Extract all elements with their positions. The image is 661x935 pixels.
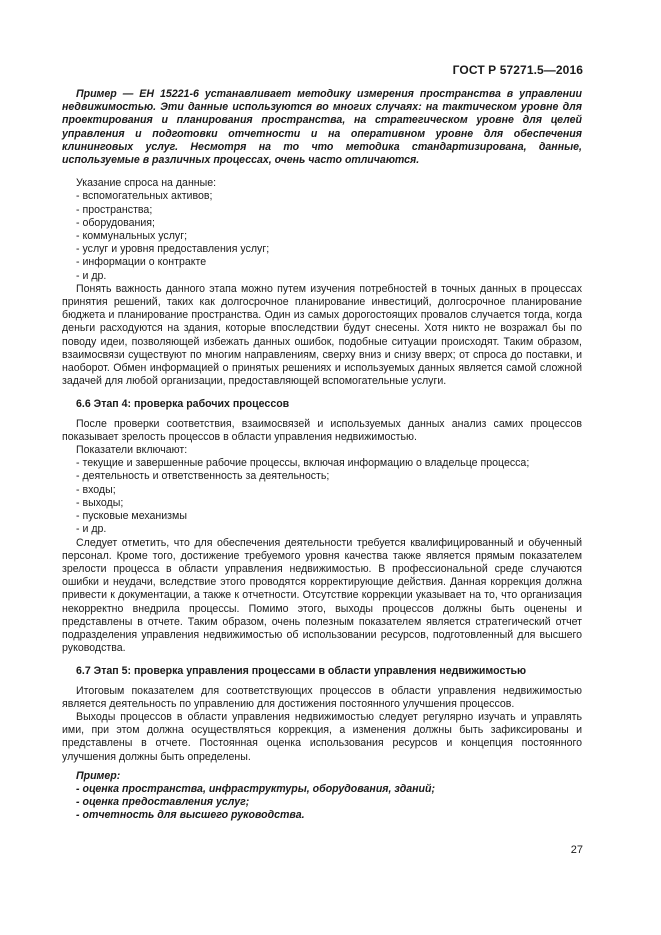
list-item: - деятельность и ответственность за деятельность;	[76, 470, 330, 483]
section-heading-6-7: 6.7 Этап 5: проверка управления процессами в области управления недвижимостью	[76, 665, 527, 678]
list-item: - пусковые механизмы	[76, 510, 187, 523]
example-label: Пример:	[76, 769, 121, 782]
page-content	[62, 88, 582, 823]
section-heading-6-6: 6.6 Этап 4: проверка рабочих процессов	[76, 398, 290, 411]
example-item: - оценка предоставления услуг;	[76, 796, 250, 809]
list-item: - выходы;	[76, 496, 124, 509]
indicators-intro: Показатели включают:	[76, 444, 188, 457]
list-item: - и др.	[76, 269, 107, 282]
list-item: - текущие и завершенные рабочие процессы, включая информацию о владельце процесса;	[76, 457, 530, 470]
list-item: - оборудования;	[76, 216, 155, 229]
list-item: - пространства;	[76, 203, 153, 216]
page-number: 27	[570, 844, 583, 856]
list-item: - услуг и уровня предоставления услуг;	[76, 243, 270, 256]
list-item: - коммунальных услуг;	[76, 230, 188, 243]
list-item: - информации о контракте	[76, 256, 207, 269]
demand-intro: Указание спроса на данные:	[76, 177, 217, 190]
list-item: - входы;	[76, 483, 116, 496]
example-item: - отчетность для высшего руководства.	[76, 809, 305, 822]
body-paragraph: Следует отметить, что для обеспечения деятельности требуется квалифицированный и обученный персонал. Кроме того, достижение требуемого уровня качества также является прямым показателем зрелости процесса в области управления недвижимостью. В профессиональной среде случаются ошибки и неудачи, вследствие этого проводятся корректирующие действия. Данная коррекция должна привести к документации, а также к отчетности. Отсутствие коррекции указывает на то, что организация некорректно внедрила процессы. Помимо этого, выходы процессов должны быть оценены и представлены в отчете. Таким образом, очень полезным показателем является стратегический отчет подразделения управления недвижимостью об использовании ресурсов, подготовленный для высшего руководства.	[62, 536, 582, 655]
body-paragraph: Выходы процессов в области управления недвижимостью следует регулярно изучать и управлять ими, при этом должна осуществляться коррекция, а изменения должны быть зафиксированы и представлены в отчете. Постоянная оценка использования ресурсов и концепция постоянного улучшения должны быть определены.	[62, 710, 582, 763]
example-item: - оценка пространства, инфраструктуры, оборудования, зданий;	[76, 782, 435, 795]
document-id-header: ГОСТ Р 57271.5—2016	[452, 63, 583, 77]
list-item: - вспомогательных активов;	[76, 190, 213, 203]
list-item: - и др.	[76, 523, 107, 536]
example-paragraph: Пример — ЕН 15221-6 устанавливает методику измерения пространства в управлении недвижимостью. Эти данные используются во многих случаях: на тактическом уровне для проектирования и планирования пространства, на стратегическом уровне для целей управления и подготовки отчетности и на оперативном уровне для обеспечения клининговых услуг. Несмотря на то что методика стандартизирована, данные, используемые в различных процессах, очень часто отличаются.	[62, 88, 582, 167]
body-paragraph: Итоговым показателем для соответствующих процессов в области управления недвижимостью является деятельность по управлению для достижения постоянного улучшения процессов.	[62, 684, 582, 710]
body-paragraph: После проверки соответствия, взаимосвязей и используемых данных анализ самих процессов показывает зрелость процессов в области управления недвижимостью.	[62, 417, 582, 443]
body-paragraph: Понять важность данного этапа можно путем изучения потребностей в точных данных в процессах принятия решений, таких как долгосрочное планирование инвестиций, долгосрочное планирование бюджета и планирование пространства. Один из самых дорогостоящих провалов случается тогда, когда деньги расходуются на здания, которые впоследствии будут снесены. Хотя никто не возражал бы по поводу идеи, позволяющей избежать данных ошибок, подобные ситуации происходят. Таким образом, взаимосвязи существуют по многим направлениям, сверху вниз и снизу вверх; от спроса до поставки, и наоборот. Обмен информацией о принятых решениях и используемых данных является самой сложной задачей для любой организации, предоставляющей вспомогательные услуги.	[62, 282, 582, 388]
